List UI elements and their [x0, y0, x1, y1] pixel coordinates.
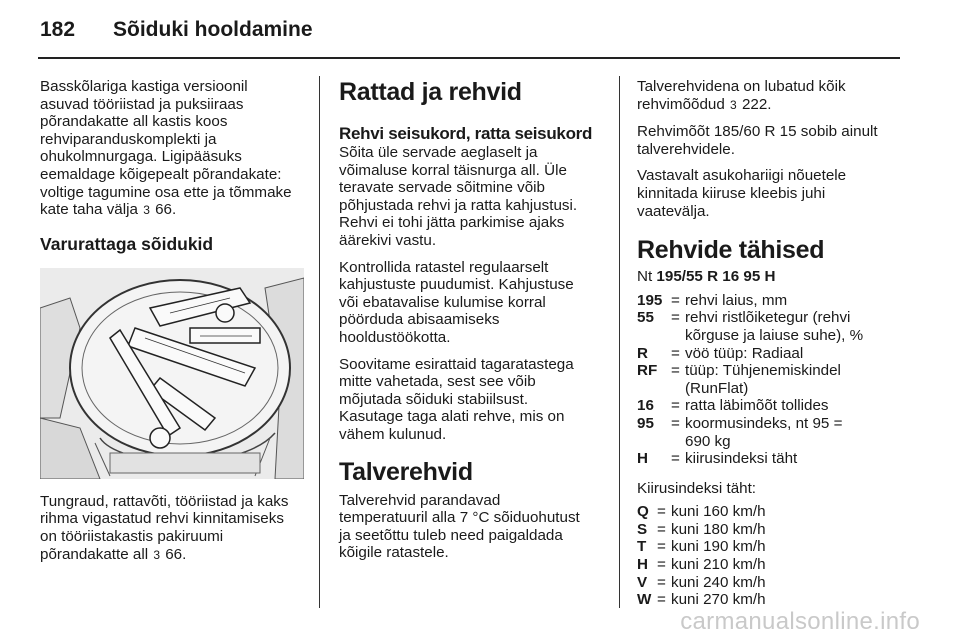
text-line: rihma vigastatud rehvi kinnitamiseks: [40, 510, 284, 528]
text-line: koormusindeks, nt 95 =: [685, 414, 843, 432]
speed-value: kuni 270 km/h: [671, 591, 766, 609]
text-line: asuvad tööriistad ja puksiiraas: [40, 95, 244, 113]
text-line: põhjustada rehvi ja ratta kahjustusi.: [339, 196, 578, 214]
text-line: Rehvimõõt 185/60 R 15 sobib ainult: [637, 123, 878, 141]
subheading-tyre-condition: Rehvi seisukord, ratta seisukord: [339, 124, 593, 143]
speed-value: kuni 180 km/h: [671, 520, 766, 538]
text-line: Talverehvidena on lubatud kõik: [637, 78, 846, 95]
definition-row: [637, 450, 863, 468]
text-line: põrandakatte all kastis koos: [40, 113, 228, 131]
paragraph: [339, 144, 611, 250]
speed-key: V: [637, 573, 648, 591]
speed-row: [637, 521, 766, 539]
speed-key: Q: [637, 503, 649, 521]
text-line: temperatuuril alla 7 °C sõiduohutust: [339, 509, 580, 527]
text-line: rehvimõõdud: [637, 95, 725, 113]
equals-sign: =: [671, 344, 680, 362]
text-line: rehvi ristlõiketegur (rehvi: [685, 309, 851, 327]
text-line: pöörduda abisaamiseks: [339, 311, 500, 329]
equals-sign: =: [657, 520, 666, 538]
text-line: kõigile ratastele.: [339, 544, 449, 562]
paragraph: [339, 492, 611, 562]
equals-sign: =: [671, 362, 680, 380]
speed-key: H: [637, 556, 648, 574]
text-line: ohukolmnurgaga. Ligipääsuks: [40, 148, 242, 166]
paragraph: [637, 123, 907, 158]
text-line: mitte vahetada, sest see võib: [339, 373, 536, 391]
speed-row: [637, 574, 766, 592]
definition-row: [637, 362, 863, 397]
equals-sign: =: [657, 573, 666, 591]
equals-sign: =: [671, 291, 680, 309]
text-line: kahjustuste puudumist. Kahjustuse: [339, 276, 574, 294]
code-meaning: [685, 415, 863, 450]
text-line: Kontrollida ratastel regulaarselt: [339, 258, 549, 276]
speed-index-table: [637, 503, 766, 609]
paragraph: [339, 356, 611, 444]
text-line: põrandakatte all: [40, 545, 149, 563]
code-key: 55: [637, 309, 654, 327]
equals-sign: =: [657, 503, 666, 521]
text-line: kate taha välja: [40, 201, 138, 219]
section-title-winter-tyres: Talverehvid: [339, 457, 473, 486]
header-rule: [38, 57, 900, 59]
text-line: Sõita üle servade aeglaselt ja: [339, 144, 538, 161]
text-line: ratta läbimõõt tollides: [685, 397, 829, 415]
definition-row: [637, 397, 863, 415]
code-key: 16: [637, 397, 654, 415]
equals-sign: =: [671, 414, 680, 432]
watermark: carmanualsonline.info: [680, 608, 920, 635]
text-line: Kasutage taga alati rehve, mis on: [339, 408, 565, 426]
equals-sign: =: [671, 309, 680, 327]
page-ref-link[interactable]: 66.: [155, 201, 177, 219]
code-meaning: [685, 345, 863, 363]
equals-sign: =: [671, 397, 680, 415]
page-ref-icon: 3: [730, 97, 737, 112]
text-line: talverehvidele.: [637, 140, 735, 158]
speed-row: [637, 503, 766, 521]
paragraph: [339, 259, 611, 347]
text-line: eemaldage kõigepealt põrandakate:: [40, 165, 282, 183]
speed-value: kuni 190 km/h: [671, 538, 766, 556]
column-divider-1: [319, 76, 320, 608]
text-line: kõrguse ja laiuse suhe), %: [685, 326, 864, 344]
text-line: või ebatavalise kulumise korral: [339, 293, 546, 311]
definition-row: [637, 292, 863, 310]
text-line: Vastavalt asukohariigi nõuetele: [637, 167, 847, 185]
equals-sign: =: [657, 538, 666, 556]
speed-row: [637, 591, 766, 609]
text-line: vaatevälja.: [637, 202, 710, 220]
speed-key: W: [637, 591, 652, 609]
equals-sign: =: [671, 450, 680, 468]
definition-row: [637, 309, 863, 344]
text-line: hooldustöökotta.: [339, 328, 451, 346]
column-divider-2: [619, 76, 620, 608]
speed-index-intro: Kiirusindeksi täht:: [637, 479, 757, 497]
figure-caption: [40, 493, 310, 564]
equals-sign: =: [657, 591, 666, 609]
speed-value: kuni 160 km/h: [671, 503, 766, 521]
page-ref-icon: 3: [143, 203, 150, 218]
example-prefix: Nt: [637, 268, 653, 286]
text-line: ja seetõttu tuleb need paigaldada: [339, 526, 563, 544]
text-line: 690 kg: [685, 432, 731, 450]
paragraph: [637, 167, 907, 220]
example-tyre-code: 195/55 R 16 95 H: [656, 268, 776, 286]
text-line: Tungraud, rattavõti, tööriistad ja kaks: [40, 492, 289, 510]
text-line: äärekivi vastu.: [339, 231, 437, 249]
text-line: kinnitada kiiruse kleebis juhi: [637, 184, 826, 202]
text-line: Rehvi ei tohi jätta parkimise ajaks: [339, 214, 565, 232]
page-ref-link[interactable]: 222.: [741, 95, 772, 113]
text-line: teravate servade sõitmine võib: [339, 179, 545, 197]
code-key: 195: [637, 291, 663, 309]
code-key: H: [637, 450, 648, 468]
text-line: rehviparanduskomplekti ja: [40, 130, 217, 148]
text-line: Soovitame esirattaid tagaratastega: [339, 355, 574, 373]
section-heading-spare-wheel: Varurattaga sõidukid: [40, 233, 214, 254]
code-meaning: [685, 292, 863, 310]
text-line: voltige tagumine osa ette ja tõmmake: [40, 183, 292, 201]
equals-sign: =: [657, 556, 666, 574]
column-3: [637, 78, 907, 621]
tool-kit-illustration: [40, 268, 304, 479]
definition-row: [637, 415, 863, 450]
paragraph: [637, 78, 907, 114]
speed-row: [637, 556, 766, 574]
text-line: kiirusindeksi täht: [685, 450, 798, 468]
text-line: tüüp: Tühjenemiskindel: [685, 362, 841, 380]
page-number: 182: [40, 18, 76, 41]
definition-row: [637, 345, 863, 363]
speed-value: kuni 240 km/h: [671, 573, 766, 591]
speed-value: kuni 210 km/h: [671, 556, 766, 574]
column-2: [339, 78, 611, 571]
page-header: [40, 18, 313, 48]
speed-row: [637, 538, 766, 556]
text-line: (RunFlat): [685, 379, 749, 397]
speed-key: S: [637, 520, 648, 538]
page-ref-link[interactable]: 66.: [165, 545, 187, 563]
text-line: Talverehvid parandavad: [339, 491, 501, 509]
chapter-title: Sõiduki hooldamine: [113, 18, 313, 41]
code-key: RF: [637, 362, 658, 380]
code-meaning: [685, 397, 863, 415]
text-line: vöö tüüp: Radiaal: [685, 344, 804, 362]
example-line: [637, 268, 907, 286]
code-key: 95: [637, 414, 654, 432]
speed-key: T: [637, 538, 647, 556]
text-line: on tööriistakastis pakiruumi: [40, 527, 224, 545]
code-meaning: [685, 309, 863, 344]
code-meaning: [685, 450, 863, 468]
column-1: [40, 78, 310, 573]
text-line: Basskõlariga kastiga versioonil: [40, 78, 248, 95]
page-ref-icon: 3: [153, 547, 160, 562]
tyre-code-definitions: [637, 292, 863, 468]
text-line: rehvi laius, mm: [685, 291, 788, 309]
text-line: võimaluse korral täisnurga all. Üle: [339, 161, 567, 179]
section-title-wheels-tyres: Rattad ja rehvid: [339, 78, 522, 106]
code-key: R: [637, 344, 648, 362]
text-line: vähem kulunud.: [339, 425, 447, 443]
text-line: mõjutada sõiduki stabiilsust.: [339, 390, 529, 408]
section-title-tyre-markings: Rehvide tähised: [637, 236, 825, 265]
storage-paragraph: [40, 78, 310, 220]
code-meaning: [685, 362, 863, 397]
